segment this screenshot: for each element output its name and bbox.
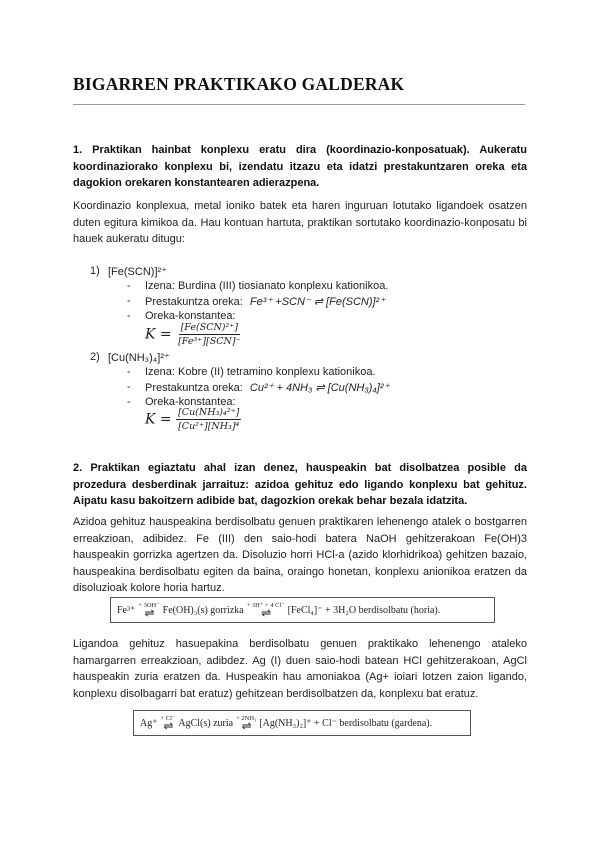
question-1: 1. Praktikan hainbat konplexu eratu dira (koordinazio-konposatuak). Aukeratu koordinaziorako konplexu bi, izendatu itzazu eta idatzi prestakuntzaren oreka eta dagokion orekaren konstantearen adierazpena. (73, 144, 527, 189)
eq2-arrow1-label: + Cl⁻ (160, 715, 176, 722)
question-2: 2. Praktikan egiaztatu ahal izan denez, hauspeakin bat disolbatzea posible da prozedura desberdinak jarraituz: azidoa gehituz edo ligando konplexu bat gehituz. Aipatu kasu bakoitzern adibide bat, dagozkion orekak behar bezala idatzita. (73, 462, 527, 507)
k-denominator: [Fe³⁺][SCN]⁻ (178, 336, 241, 347)
item-2-number: 2) (90, 351, 100, 363)
bullet-dash: - (127, 295, 131, 307)
item-2-name: Izena: Kobre (II) tetramino konplexu kationikoa. (145, 366, 376, 378)
answer-2-ligand: Ligandoa gehituz hasuepakina berdisolbatu genuen praktikako lehenengo ataleko hamargarren erreakzioan, adibdez. Ag (I) duen saio-hodi batean HCl gehitzerakoan, AgCl hauspeakin zuria eratzen da. Huspeakin hau amoniakoa (Ag+ ioiari lotzen zaion ligando, konplexu disolbagarri bat eratuz) gehitzean berdisolbatzen da, konplexu bat eratuz. (73, 638, 527, 700)
eq1-middle: Fe(OH)₃(s) gorrizka (162, 604, 244, 616)
answer-2-acid: Azidoa gehituz hauspeakina berdisolbatu genuen praktikaren lehenengo atalek o bostgarren erreakzioan, adibidez. Fe (III) den saio-hodi batera NaOH gehitzerakoan Fe(OH)3 hauspeakin gorrizka agertzen da. Disoluzio horri HCl-a (azido klorhidrikoa) gehitzen bazaio, hauspeakina berdisolbatu egiten da baina, oraingo honetan, konplexu anionikoa eratzen da disoluzioak kolore horia hartuz. (73, 516, 527, 594)
item-1-number: 1) (90, 265, 100, 277)
item-1-name: Izena: Burdina (III) tiosianato konplexu kationikoa. (145, 280, 389, 292)
k-fraction (176, 322, 242, 347)
item-1-constant-label: Oreka-konstantea: (145, 310, 236, 322)
eq2-middle: AgCl(s) zuria (178, 717, 234, 729)
k-symbol: K = (145, 326, 172, 343)
equilibrium-box-1 (110, 597, 495, 623)
page-title: BIGARREN PRAKTIKAKO GALDERAK (73, 74, 405, 94)
eq1-left: Fe³⁺ (117, 604, 136, 616)
eq2-left: Ag⁺ (140, 717, 158, 729)
item-2-reaction-row (145, 381, 389, 394)
bullet-dash: - (127, 381, 131, 393)
item-2-k-expression (145, 407, 241, 432)
item-1-k-expression (145, 322, 243, 347)
item-1-reaction: Fe³⁺ +SCN⁻ ⇌ [Fe(SCN)]²⁺ (249, 296, 386, 308)
equilibrium-arrow-icon: + 3OH⁻ ⇌ (138, 602, 160, 620)
equilibrium-arrow-icon: + 3H⁺ + 4 Cl⁻ ⇌ (246, 602, 285, 620)
k-symbol: K = (145, 411, 172, 428)
item-1-formula: [Fe(SCN)]²⁺ (108, 266, 167, 278)
k-numerator: [Fe(SCN)²⁺] (180, 322, 239, 333)
equilibrium-box-2 (133, 710, 471, 736)
answer-1-intro: Koordinazio konplexua, metal ioniko batek eta haren inguruan lotutako ligandoek osatzen duten egitura kimikoa da. Hau kontuan hartuta, praktikan sortutako koordinazio-konposatu bi hauek aukeratu ditugu: (73, 200, 527, 245)
item-2-reaction-label: Prestakuntza oreka: (145, 382, 243, 394)
k-fraction (176, 407, 241, 432)
title-divider (73, 104, 525, 105)
item-1-reaction-label: Prestakuntza oreka: (145, 296, 243, 308)
item-2-formula: [Cu(NH₃)₄]²⁺ (108, 352, 170, 364)
equilibrium-arrow-icon: + Cl⁻ ⇌ (160, 715, 176, 733)
eq1-right: [FeCl₄]⁻ + 3H₂O berdisolbatu (horia). (287, 604, 441, 616)
bullet-dash: - (127, 396, 131, 408)
eq2-right: [Ag(NH₃)₂]⁺ + Cl⁻ berdisolbatu (gardena). (259, 717, 433, 729)
eq1-arrow1-label: + 3OH⁻ (138, 602, 160, 609)
item-2-reaction: Cu²⁺ + 4NH₃ ⇌ [Cu(NH₃)₄]²⁺ (249, 382, 390, 394)
k-numerator: [Cu(NH₃)₄²⁺] (178, 407, 240, 418)
bullet-dash: - (127, 310, 131, 322)
eq2-arrow2-label: + 2NH₃ (236, 715, 257, 722)
k-denominator: [Cu²⁺][NH₃]⁴ (178, 421, 240, 432)
eq1-arrow2-label: + 3H⁺ + 4 Cl⁻ (246, 602, 285, 609)
item-1-reaction-row (145, 295, 385, 308)
bullet-dash: - (127, 366, 131, 378)
equilibrium-arrow-icon: + 2NH₃ ⇌ (236, 715, 257, 733)
item-2-constant-label: Oreka-konstantea: (145, 396, 236, 408)
bullet-dash: - (127, 280, 131, 292)
